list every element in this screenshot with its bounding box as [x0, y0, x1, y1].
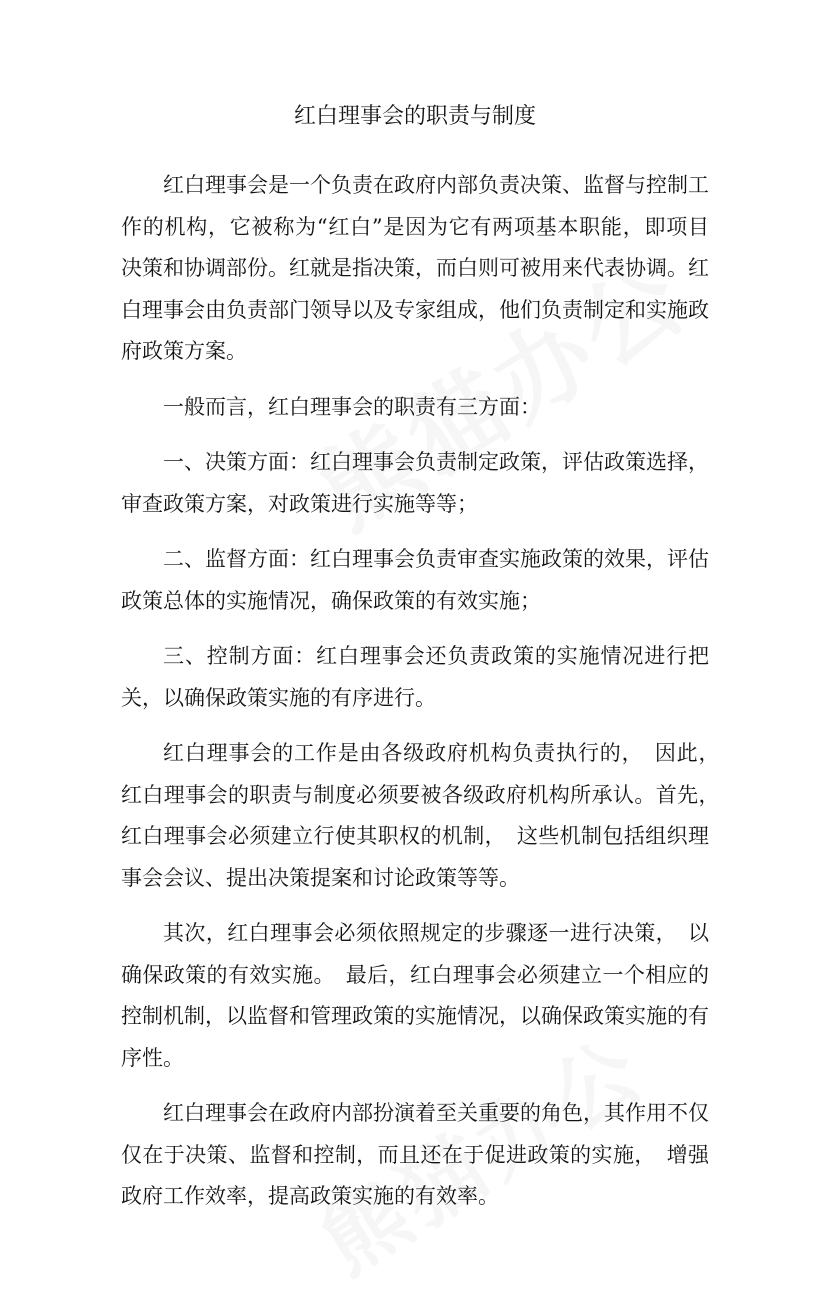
document-title: 红白理事会的职责与制度 — [293, 104, 536, 129]
paragraph-procedure: 其次，红白理事会必须依照规定的步骤逐一进行决策， 以确保政策的有效实施。 最后，红白理事会必须建立一个相应的控制机制，以监督和管理政策的实施情况，以确保政策实施的有序性。 — [121, 921, 709, 1070]
paragraph-duties-summary: 一般而言，红白理事会的职责有三方面： — [163, 394, 541, 419]
paragraph-decision: 一、决策方面：红白理事会负责制定政策，评估政策选择，审查政策方案，对政策进行实施等等； — [121, 450, 709, 516]
paragraph-conclusion: 红白理事会在政府内部扮演着至关重要的角色，其作用不仅仅在于决策、监督和控制，而且还在于促进政策的实施， 增强政府工作效率，提高政策实施的有效率。 — [121, 1101, 709, 1208]
paragraph-intro: 红白理事会是一个负责在政府内部负责决策、监督与控制工作的机构，它被称为“红白”是因为它有两项基本职能，即项目决策和协调部份。红就是指决策，而白则可被用来代表协调。红白理事会由负责部门领导以及专家组成，他们负责制定和实施政府政策方案。 — [121, 173, 709, 363]
paragraph-execution: 红白理事会的工作是由各级政府机构负责执行的， 因此， 红白理事会的职责与制度必须要被各级政府机构所承认。首先， 红白理事会必须建立行使其职权的机制， 这些机制包括组织理事会会议、提出决策提案和讨论政策等等。 — [121, 741, 730, 890]
paragraph-supervision: 二、监督方面：红白理事会负责审查实施政策的效果，评估政策总体的实施情况，确保政策的有效实施； — [121, 547, 709, 613]
paragraph-control: 三、控制方面：红白理事会还负责政策的实施情况进行把关，以确保政策实施的有序进行。 — [121, 644, 709, 710]
document-body — [121, 165, 730, 1232]
